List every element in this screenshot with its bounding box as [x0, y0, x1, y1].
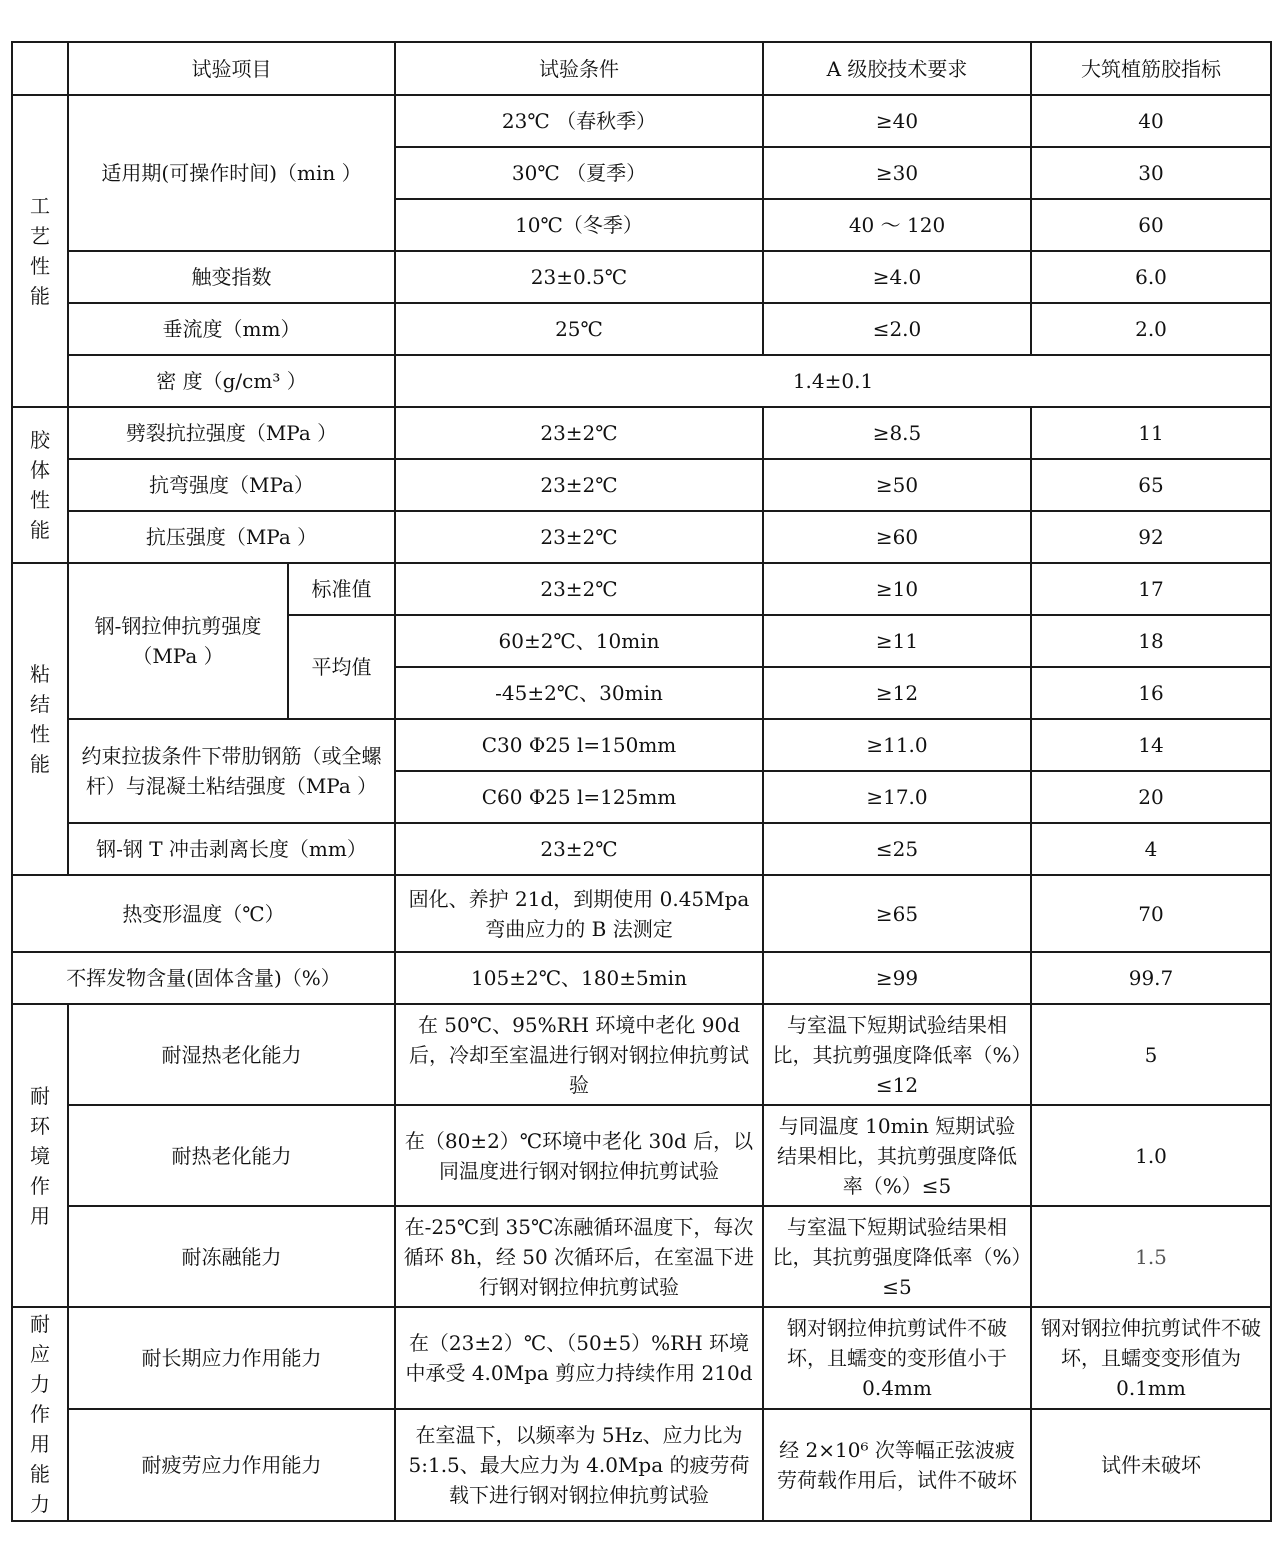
cell-condition: 在-25℃到 35℃冻融循环温度下，每次循环 8h，经 50 次循环后，在室温下进行钢对钢拉伸抗剪试验	[395, 1206, 763, 1307]
cell-product: 65	[1031, 459, 1271, 511]
cell-product: 17	[1031, 563, 1271, 615]
table-row	[12, 952, 1271, 1004]
cell-requirement: ≥4.0	[763, 251, 1031, 303]
cell-item: 耐湿热老化能力	[68, 1004, 395, 1105]
cell-condition: 在（23±2）℃、（50±5）%RH 环境中承受 4.0Mpa 剪应力持续作用 210d	[395, 1307, 763, 1409]
cell-requirement: ≥17.0	[763, 771, 1031, 823]
table-row	[12, 563, 1271, 615]
cell-requirement: ≥60	[763, 511, 1031, 563]
table-row	[12, 1409, 1271, 1521]
cell-condition: 固化、养护 21d，到期使用 0.45Mpa 弯曲应力的 B 法测定	[395, 875, 763, 952]
cell-condition: 在 50℃、95%RH 环境中老化 90d 后，冷却至室温进行钢对钢拉伸抗剪试验	[395, 1004, 763, 1105]
cell-item: 抗压强度（MPa ）	[68, 511, 395, 563]
density-value: 1.4±0.1	[395, 355, 1271, 407]
cell-item: 劈裂抗拉强度（MPa ）	[68, 407, 395, 459]
cell-condition: C60 Φ25 l=125mm	[395, 771, 763, 823]
cell-product: 70	[1031, 875, 1271, 952]
header-product: 大筑植筋胶指标	[1031, 42, 1271, 95]
cell-condition: 在室温下，以频率为 5Hz、应力比为 5:1.5、最大应力为 4.0Mpa 的疲劳荷载下进行钢对钢拉伸抗剪试验	[395, 1409, 763, 1521]
table-row	[12, 95, 1271, 147]
cell-requirement: ≥99	[763, 952, 1031, 1004]
cell-condition: C30 Φ25 l=150mm	[395, 719, 763, 771]
cell-item: 耐长期应力作用能力	[68, 1307, 395, 1409]
cell-requirement: 与室温下短期试验结果相比，其抗剪强度降低率（%）≤5	[763, 1206, 1031, 1307]
cell-item: 耐冻融能力	[68, 1206, 395, 1307]
cell-requirement: ≥8.5	[763, 407, 1031, 459]
header-condition: 试验条件	[395, 42, 763, 95]
pullout-item: 约束拉拔条件下带肋钢筋（或全螺杆）与混凝土粘结强度（MPa ）	[68, 719, 395, 823]
shear-item: 钢-钢拉伸抗剪强度 （MPa ）	[68, 563, 288, 719]
cell-requirement: ≥40	[763, 95, 1031, 147]
cell-product: 16	[1031, 667, 1271, 719]
cell-requirement: ≥11	[763, 615, 1031, 667]
cell-item: 热变形温度（℃）	[12, 875, 395, 952]
cell-requirement: ≥30	[763, 147, 1031, 199]
cell-item: 钢-钢 T 冲击剥离长度（mm）	[68, 823, 395, 875]
cell-condition: 23±2℃	[395, 823, 763, 875]
cell-product: 30	[1031, 147, 1271, 199]
cell-requirement: ≥50	[763, 459, 1031, 511]
table-row	[12, 1004, 1271, 1105]
cell-product: 2.0	[1031, 303, 1271, 355]
cell-requirement: ≥10	[763, 563, 1031, 615]
header-requirement: A 级胶技术要求	[763, 42, 1031, 95]
average-label: 平均值	[288, 615, 395, 719]
cell-condition: 105±2℃、180±5min	[395, 952, 763, 1004]
table-row	[12, 511, 1271, 563]
cell-requirement: ≤2.0	[763, 303, 1031, 355]
table-row	[12, 875, 1271, 952]
cell-requirement: ≤25	[763, 823, 1031, 875]
table-row	[12, 823, 1271, 875]
category-process: 工艺性能	[12, 95, 68, 407]
table-row	[12, 459, 1271, 511]
cell-condition: 在（80±2）℃环境中老化 30d 后，以同温度进行钢对钢拉伸抗剪试验	[395, 1105, 763, 1206]
cell-product: 4	[1031, 823, 1271, 875]
table-row	[12, 407, 1271, 459]
cell-product: 18	[1031, 615, 1271, 667]
cell-item: 耐热老化能力	[68, 1105, 395, 1206]
cell-product: 1.0	[1031, 1105, 1271, 1206]
header-item: 试验项目	[68, 42, 395, 95]
cell-requirement: ≥11.0	[763, 719, 1031, 771]
cell-product: 6.0	[1031, 251, 1271, 303]
cell-condition: 23±0.5℃	[395, 251, 763, 303]
cell-requirement: 钢对钢拉伸抗剪试件不破坏，且蠕变的变形值小于 0.4mm	[763, 1307, 1031, 1409]
cell-product: 5	[1031, 1004, 1271, 1105]
cell-product: 99.7	[1031, 952, 1271, 1004]
header-blank	[12, 42, 68, 95]
table-row	[12, 1206, 1271, 1307]
cell-condition: 25℃	[395, 303, 763, 355]
cell-requirement: ≥12	[763, 667, 1031, 719]
cell-condition: 23±2℃	[395, 459, 763, 511]
table-row	[12, 719, 1271, 771]
cell-product: 1.5	[1031, 1206, 1271, 1307]
cell-product: 20	[1031, 771, 1271, 823]
cell-condition: 23±2℃	[395, 511, 763, 563]
cell-product: 92	[1031, 511, 1271, 563]
cell-item: 密 度（g/cm³ ）	[68, 355, 395, 407]
cell-condition: 30℃ （夏季）	[395, 147, 763, 199]
cell-item: 抗弯强度（MPa）	[68, 459, 395, 511]
spec-table	[11, 41, 1272, 1522]
cell-product: 钢对钢拉伸抗剪试件不破坏，且蠕变变形值为 0.1mm	[1031, 1307, 1271, 1409]
cell-product: 试件未破坏	[1031, 1409, 1271, 1521]
cell-requirement: 经 2×10⁶ 次等幅正弦波疲劳荷载作用后，试件不破坏	[763, 1409, 1031, 1521]
cell-condition: 23±2℃	[395, 407, 763, 459]
cell-condition: -45±2℃、30min	[395, 667, 763, 719]
table-row	[12, 251, 1271, 303]
standard-label: 标准值	[288, 563, 395, 615]
cell-condition: 60±2℃、10min	[395, 615, 763, 667]
cell-item: 耐疲劳应力作用能力	[68, 1409, 395, 1521]
cell-condition: 23℃ （春秋季）	[395, 95, 763, 147]
cell-product: 40	[1031, 95, 1271, 147]
cell-requirement: 与室温下短期试验结果相比，其抗剪强度降低率（%）≤12	[763, 1004, 1031, 1105]
cell-product: 14	[1031, 719, 1271, 771]
category-body: 胶体性能	[12, 407, 68, 563]
cell-condition: 10℃（冬季）	[395, 199, 763, 251]
table-row	[12, 1307, 1271, 1409]
pot-life-item: 适用期(可操作时间)（min ）	[68, 95, 395, 251]
table-row	[12, 355, 1271, 407]
cell-condition: 23±2℃	[395, 563, 763, 615]
category-bond: 粘结性能	[12, 563, 68, 875]
cell-item: 垂流度（mm）	[68, 303, 395, 355]
cell-item: 不挥发物含量(固体含量)（%）	[12, 952, 395, 1004]
cell-item: 触变指数	[68, 251, 395, 303]
cell-product: 60	[1031, 199, 1271, 251]
cell-requirement: 与同温度 10min 短期试验结果相比，其抗剪强度降低率（%）≤5	[763, 1105, 1031, 1206]
category-env: 耐环境作用	[12, 1004, 68, 1307]
table-row	[12, 1105, 1271, 1206]
cell-requirement: 40 ～ 120	[763, 199, 1031, 251]
table-row	[12, 303, 1271, 355]
cell-product: 11	[1031, 407, 1271, 459]
category-stress: 耐应力作用能力	[12, 1307, 68, 1521]
cell-requirement: ≥65	[763, 875, 1031, 952]
header-row	[12, 42, 1271, 95]
